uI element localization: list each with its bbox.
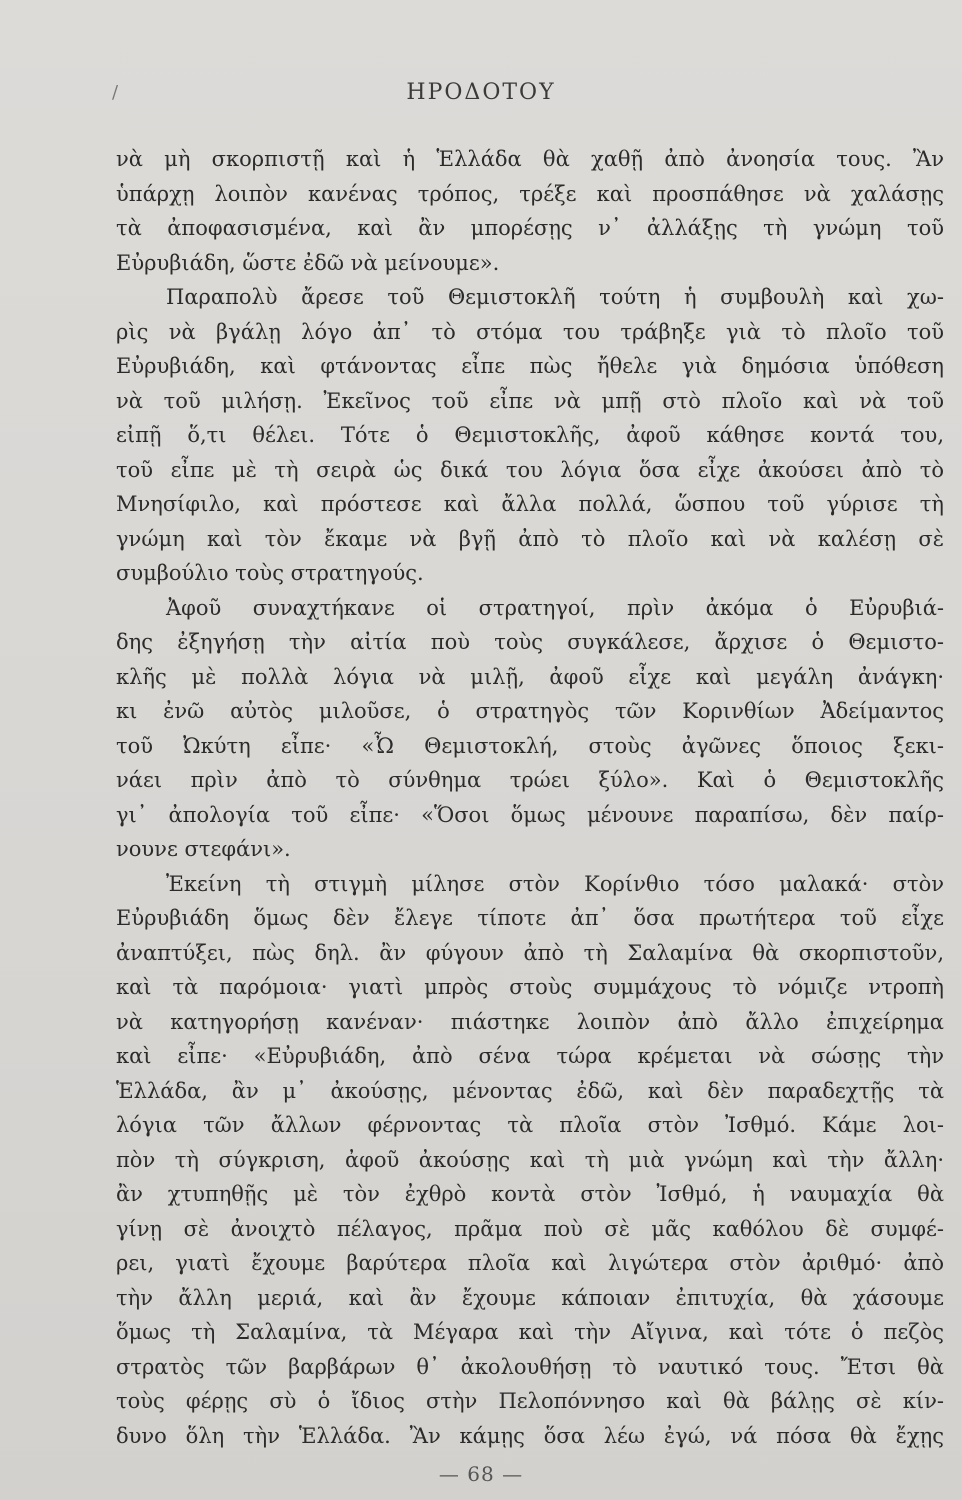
- text-line: νουνε στεφάνι».: [116, 837, 291, 861]
- text-line: συμβούλιο τοὺς στρατηγούς.: [116, 561, 424, 585]
- text-line: δης ἐξηγήσῃ τὴν αἰτία ποὺ τοὺς συγκάλεσε, ἄρχισε ὁ Θεμιστο-: [116, 630, 944, 654]
- text-line: τὰ ἀποφασισμένα, καὶ ἂν μπορέσῃς ν᾿ ἀλλάξῃς τὴ γνώμη τοῦ: [116, 216, 944, 240]
- text-line: Ἑλλάδα, ἂν μ᾿ ἀκούσῃς, μένοντας ἐδῶ, καὶ δὲν παραδεχτῇς τὰ: [116, 1078, 944, 1103]
- text-line: νάει πρὶν ἀπὸ τὸ σύνθημα τρώει ξύλο». Καὶ ὁ Θεμιστοκλῆς: [116, 768, 944, 792]
- text-line: Μνησίφιλο, καὶ πρόστεσε καὶ ἄλλα πολλά, ὥσπου τοῦ γύρισε τὴ: [116, 492, 944, 516]
- margin-mark: /: [112, 82, 119, 103]
- text-line: λόγια τῶν ἄλλων φέρνοντας τὰ πλοῖα στὸν Ἰσθμό. Κάμε λοι-: [116, 1113, 944, 1137]
- text-line: ὑπάρχῃ λοιπὸν κανένας τρόπος, τρέξε καὶ προσπάθησε νὰ χαλάσῃς: [116, 181, 944, 206]
- text-line: Εὐρυβιάδη, καὶ φτάνοντας εἶπε πὼς ἤθελε γιὰ δημόσια ὑπόθεση: [116, 354, 944, 378]
- text-line: πὸν τὴ σύγκριση, ἀφοῦ ἀκούσῃς καὶ τὴ μιὰ γνώμη καὶ τὴν ἄλλη·: [116, 1147, 944, 1172]
- text-line: Ἀφοῦ συναχτήκανε οἱ στρατηγοί, πρὶν ἀκόμα ὁ Εὐρυβιά-: [166, 595, 944, 620]
- text-line: τοῦ εἶπε μὲ τὴ σειρὰ ὡς δικά του λόγια ὅσα εἶχε ἀκούσει ἀπὸ τὸ: [116, 457, 944, 482]
- text-line: ὅμως τὴ Σαλαμίνα, τὰ Μέγαρα καὶ τὴν Αἴγινα, καὶ τότε ὁ πεζὸς: [116, 1320, 944, 1344]
- text-line: κι ἐνῶ αὐτὸς μιλοῦσε, ὁ στρατηγὸς τῶν Κορινθίων Ἀδείμαντος: [116, 699, 944, 723]
- text-line: νὰ μὴ σκορπιστῇ καὶ ἡ Ἑλλάδα θὰ χαθῇ ἀπὸ ἀνοησία τους. Ἂν: [116, 147, 944, 171]
- text-line: ἀναπτύξει, πὼς δηλ. ἂν φύγουν ἀπὸ τὴ Σαλαμίνα θὰ σκορπιστοῦν,: [116, 940, 944, 965]
- text-line: καὶ εἶπε· «Εὐρυβιάδη, ἀπὸ σένα τώρα κρέμεται νὰ σώσῃς τὴν: [116, 1044, 944, 1068]
- running-header: ΗΡΟΔΟΤΟΥ: [406, 80, 556, 105]
- page-number: — 68 —: [438, 1462, 524, 1486]
- text-line: γνώμη καὶ τὸν ἔκαμε νὰ βγῇ ἀπὸ τὸ πλοῖο καὶ νὰ καλέσῃ σὲ: [116, 526, 944, 551]
- text-line: γίνῃ σὲ ἀνοιχτὸ πέλαγος, πρᾶμα ποὺ σὲ μᾶς καθόλου δὲ συμφέ-: [116, 1216, 944, 1241]
- text-line: τὴν ἄλλη μεριά, καὶ ἂν ἔχουμε κάποιαν ἐπιτυχία, θὰ χάσουμε: [116, 1285, 944, 1310]
- text-line: Ἐκείνη τὴ στιγμὴ μίλησε στὸν Κορίνθιο τόσο μαλακά· στὸν: [166, 871, 944, 896]
- text-line: ἂν χτυπηθῇς μὲ τὸν ἐχθρὸ κοντὰ στὸν Ἰσθμό, ἡ ναυμαχία θὰ: [116, 1182, 944, 1206]
- text-line: δυνο ὅλη τὴν Ἑλλάδα. Ἂν κάμῃς ὅσα λέω ἐγώ, νά πόσα θὰ ἔχῃς: [116, 1423, 944, 1448]
- text-line: τοὺς φέρῃς σὺ ὁ ἴδιος στὴν Πελοπόννησο καὶ θὰ βάλῃς σὲ κίν-: [116, 1389, 944, 1413]
- text-line: εἰπῇ ὅ,τι θέλει. Τότε ὁ Θεμιστοκλῆς, ἀφοῦ κάθησε κοντά του,: [116, 423, 944, 447]
- text-line: νὰ κατηγορήσῃ κανέναν· πιάστηκε λοιπὸν ἀπὸ ἄλλο ἐπιχείρημα: [116, 1009, 944, 1034]
- text-line: τοῦ Ὠκύτη εἶπε· «Ὦ Θεμιστοκλή, στοὺς ἀγῶνες ὅποιος ξεκι-: [116, 733, 944, 758]
- text-line: Εὐρυβιάδη, ὥστε ἐδῶ νὰ μείνουμε».: [116, 250, 500, 275]
- text-line: καὶ τὰ παρόμοια· γιατὶ μπρὸς στοὺς συμμάχους τὸ νόμιζε ντροπὴ: [116, 975, 944, 999]
- text-line: Εὐρυβιάδη ὅμως δὲν ἔλεγε τίποτε ἀπ᾿ ὅσα πρωτήτερα τοῦ εἶχε: [116, 906, 944, 930]
- text-line: νὰ τοῦ μιλήσῃ. Ἐκεῖνος τοῦ εἶπε νὰ μπῇ στὸ πλοῖο καὶ νὰ τοῦ: [116, 388, 944, 413]
- body-text: [116, 142, 944, 1453]
- text-line: Παραπολὺ ἄρεσε τοῦ Θεμιστοκλῆ τούτη ἡ συμβουλὴ καὶ χω-: [166, 285, 944, 309]
- text-line: στρατὸς τῶν βαρβάρων θ᾿ ἀκολουθήσῃ τὸ ναυτικό τους. Ἔτσι θὰ: [116, 1354, 944, 1379]
- text-line: κλῆς μὲ πολλὰ λόγια νὰ μιλῇ, ἀφοῦ εἶχε καὶ μεγάλη ἀνάγκη·: [116, 664, 944, 689]
- text-line: ρὶς νὰ βγάλῃ λόγο ἀπ᾿ τὸ στόμα του τράβηξε γιὰ τὸ πλοῖο τοῦ: [116, 319, 944, 344]
- text-line: ρει, γιατὶ ἔχουμε βαρύτερα πλοῖα καὶ λιγώτερα στὸν ἀριθμό· ἀπὸ: [116, 1251, 944, 1275]
- text-line: γι᾿ ἀπολογία τοῦ εἶπε· «Ὅσοι ὅμως μένουνε παραπίσω, δὲν παίρ-: [116, 802, 944, 827]
